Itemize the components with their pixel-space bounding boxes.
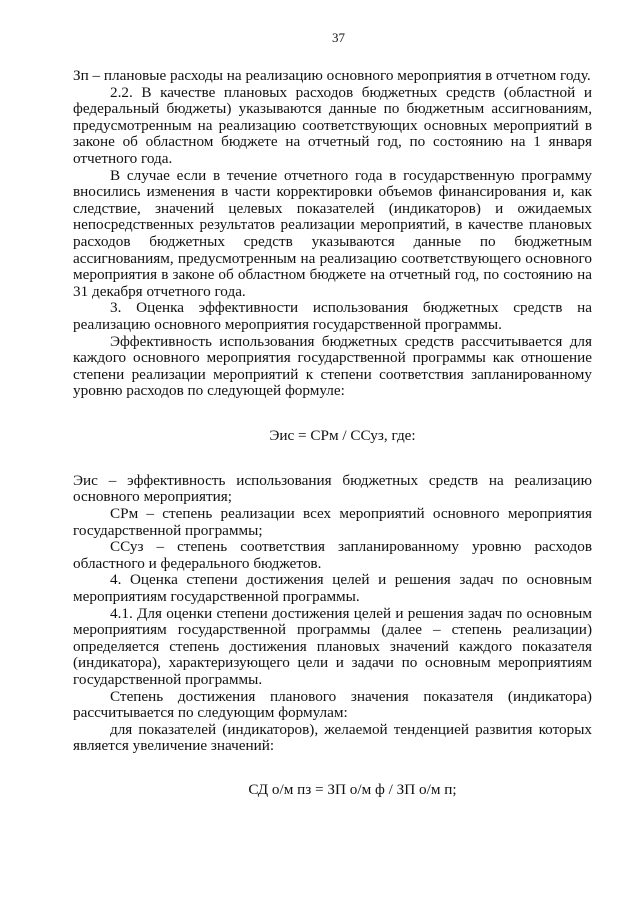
definition-srm: СРм – степень реализации всех мероприятий основного мероприятия государственной программы; xyxy=(73,505,592,539)
formula-sd: СД о/м пз = ЗП о/м ф / ЗП о/м п; xyxy=(248,780,457,798)
paragraph-degree: Степень достижения планового значения показателя (индикатора) рассчитывается по следующим формулам: xyxy=(73,687,592,722)
formula-eis: Эис = СРм / ССуз, где: xyxy=(269,426,416,444)
paragraph-4-1: 4.1. Для оценки степени достижения целей и решения задач по основным мероприятиям государственной программы (далее – степень реализации) определяется степень достижения плановых значений каждого показателя (индикатора), характеризующего цели и задачи по основным мероприятиям государственной программы. xyxy=(73,604,592,688)
definition-ssuz: ССуз – степень соответствия запланированному уровню расходов областного и федерального бюджетов. xyxy=(73,538,592,572)
definition-eis: Эис – эффективность использования бюджетных средств на реализацию основного мероприятия; xyxy=(73,471,592,506)
paragraph-increase: для показателей (индикаторов), желаемой тенденцией развития которых является увеличение значений: xyxy=(73,720,592,755)
paragraph-changes: В случае если в течение отчетного года в государственную программу вносились изменения в части корректировки объемов финансирования и, как следствие, значений целевых показателей (индикаторов) и ожидаемых непосредственных результатов реализации мероприятий, в качестве плановых расходов бюджетных средств указываются данные по бюджетным ассигнованиям, предусмотренным на реализацию соответствующего основного мероприятия в законе об областном бюджете на отчетный год, по состоянию на 31 декабря отчетного года. xyxy=(73,166,592,300)
section-3-heading: 3. Оценка эффективности использования бюджетных средств на реализацию основного мероприятия государственной программы. xyxy=(73,299,592,333)
paragraph-2-2: 2.2. В качестве плановых расходов бюджетных средств (областной и федеральный бюджеты) указываются данные по бюджетным ассигнованиям, предусмотренным на реализацию соответствующих основных мероприятий в законе об областном бюджете на отчетный год, по состоянию на 1 января отчетного года. xyxy=(73,83,592,167)
section-4-heading: 4. Оценка степени достижения целей и решения задач по основным мероприятиям государственной программы. xyxy=(73,571,592,606)
paragraph-zp-definition: Зп – плановые расходы на реализацию основного мероприятия в отчетном году. xyxy=(73,67,591,84)
paragraph-efficiency: Эффективность использования бюджетных средств рассчитывается для каждого основного мероприятия государственной программы как отношение степени реализации мероприятий к степени соответствия запланированному уровню расходов по следующей формуле: xyxy=(73,332,592,400)
page-number: 37 xyxy=(332,30,345,45)
